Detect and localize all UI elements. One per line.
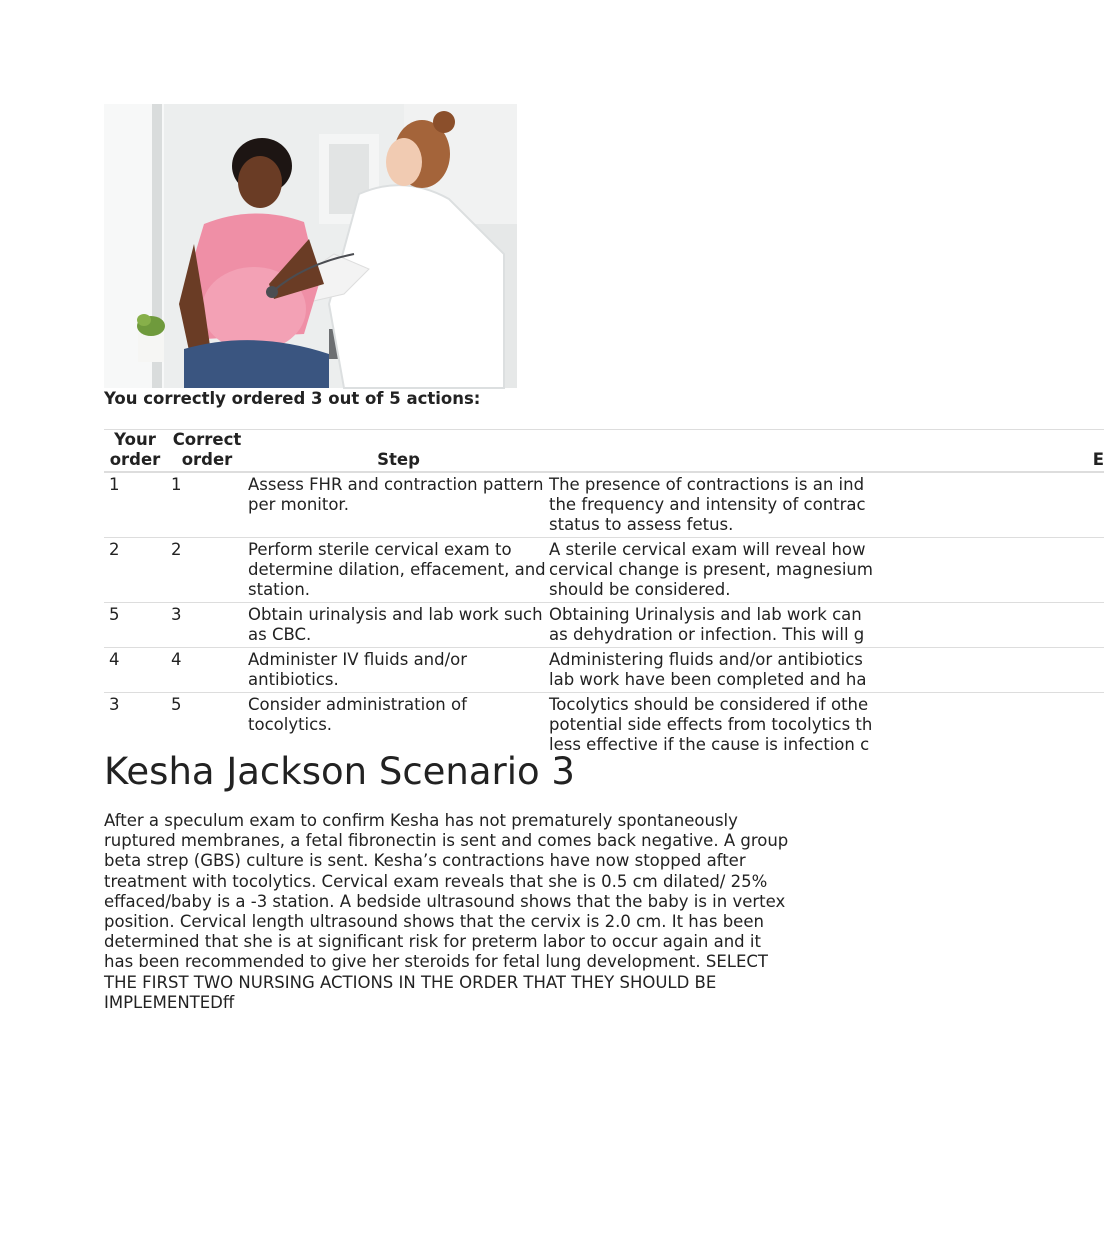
cell-correct-order: 3 — [166, 603, 248, 648]
explanation-line: cervical change is present, magnesium — [549, 560, 873, 579]
explanation-line: less effective if the cause is infection c — [549, 735, 870, 754]
explanation-line: the frequency and intensity of contrac — [549, 495, 866, 514]
header-explanation: E — [549, 430, 1104, 473]
explanation-line: as dehydration or infection. This will g — [549, 625, 865, 644]
scenario-description: After a speculum exam to confirm Kesha has not prematurely spontaneously ruptured membranes, a fetal fibronectin is sent and comes back negative. A group beta strep (GBS) culture is sent. Kesha’s contractions have now stopped after treatment with tocolytics. Cervical exam reveals that she is 0.5 cm dilated/ 25% effaced/baby is a -3 station. A bedside ultrasound shows that the baby is in vertex position. Cervical length ultrasound shows that the cervix is 2.0 cm. It has been determined that she is at significant risk for preterm labor to occur again and it has been recommended to give her steroids for fetal lung development. SELECT THE FIRST TWO NURSING ACTIONS IN THE ORDER THAT THEY SHOULD BE IMPLEMENTEDff — [104, 811, 789, 1012]
explanation-line: potential side effects from tocolytics th — [549, 715, 873, 734]
cell-your-order: 5 — [104, 603, 166, 648]
table-row — [104, 603, 1104, 648]
cell-your-order: 3 — [109, 695, 120, 714]
header-step: Step — [248, 430, 549, 473]
cell-explanation — [549, 693, 1104, 758]
header-your-order: Your order — [104, 430, 166, 473]
explanation-line: Obtaining Urinalysis and lab work can — [549, 605, 862, 624]
cell-explanation — [549, 472, 1104, 538]
cell-correct-order: 1 — [166, 472, 248, 538]
ordering-results-table — [104, 429, 1104, 757]
cell-correct-order: 2 — [166, 538, 248, 603]
explanation-line: The presence of contractions is an ind — [549, 475, 865, 494]
cell-your-order: 1 — [104, 472, 166, 538]
table-header-row — [104, 430, 1104, 473]
explanation-line: Administering fluids and/or antibiotics — [549, 650, 863, 669]
patient-exam-photo — [104, 104, 517, 388]
cell-your-order: 4 — [104, 648, 166, 693]
explanation-line: should be considered. — [549, 580, 731, 599]
photo-illustration — [104, 104, 517, 388]
cell-explanation — [549, 603, 1104, 648]
explanation-line: A sterile cervical exam will reveal how — [549, 540, 866, 559]
cell-correct-order: 5 — [171, 695, 182, 714]
cell-step: Perform sterile cervical exam to determine dilation, effacement, and station. — [248, 538, 549, 603]
scenario-title: Kesha Jackson Scenario 3 — [104, 750, 575, 793]
cell-your-order: 2 — [104, 538, 166, 603]
explanation-line: status to assess fetus. — [549, 515, 734, 534]
result-heading: You correctly ordered 3 out of 5 actions: — [104, 389, 481, 408]
table-row — [104, 693, 1104, 758]
cell-step: Consider administration of tocolytics. — [248, 695, 467, 734]
header-correct-order: Correct order — [166, 430, 248, 473]
table-row — [104, 538, 1104, 603]
cell-correct-order: 4 — [166, 648, 248, 693]
table-row — [104, 472, 1104, 538]
cell-step: Administer IV fluids and/or antibiotics. — [248, 648, 549, 693]
cell-step: Assess FHR and contraction pattern per monitor. — [248, 472, 549, 538]
cell-step: Obtain urinalysis and lab work such as CBC. — [248, 603, 549, 648]
table-row — [104, 648, 1104, 693]
cell-explanation — [549, 648, 1104, 693]
explanation-line: Tocolytics should be considered if othe — [549, 695, 869, 714]
explanation-line: lab work have been completed and ha — [549, 670, 867, 689]
ordering-results-table-container — [104, 429, 1104, 754]
cell-explanation — [549, 538, 1104, 603]
